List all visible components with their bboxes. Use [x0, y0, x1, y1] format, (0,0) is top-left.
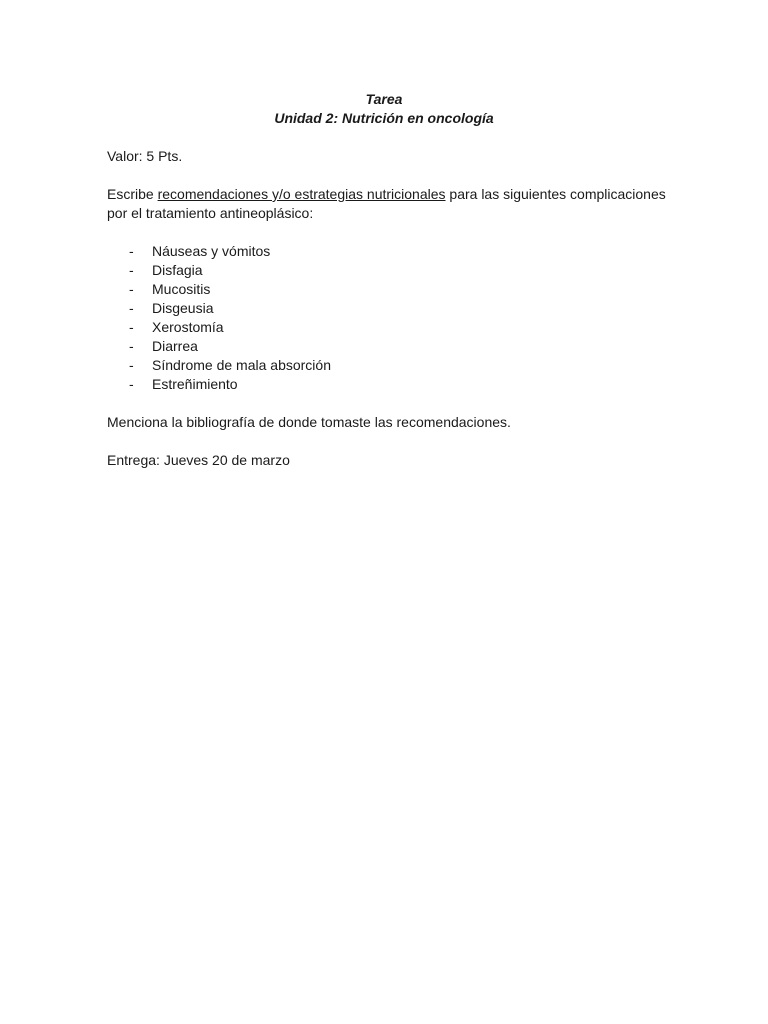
list-item-text: Disgeusia [152, 300, 214, 316]
spacer [107, 394, 667, 413]
list-item-text: Diarrea [152, 338, 198, 354]
dash-marker: - [129, 319, 134, 335]
complications-list [107, 242, 667, 394]
spacer [107, 432, 667, 451]
list-item-text: Síndrome de mala absorción [152, 357, 331, 373]
dash-marker: - [129, 376, 134, 392]
instruction-suffix: para las siguientes complicaciones por el tratamiento antineoplásico: [107, 186, 666, 221]
list-item-text: Náuseas y vómitos [152, 243, 271, 259]
list-item [107, 242, 667, 261]
spacer [107, 166, 667, 185]
dash-marker: - [129, 262, 134, 278]
list-item-text: Xerostomía [152, 319, 224, 335]
list-item [107, 261, 667, 280]
list-item-text: Estreñimiento [152, 376, 238, 392]
instruction-paragraph [107, 185, 667, 223]
dash-marker: - [129, 338, 134, 354]
list-item [107, 280, 667, 299]
list-item [107, 375, 667, 394]
value-line: Valor: 5 Pts. [107, 148, 183, 164]
spacer [107, 223, 667, 242]
dash-marker: - [129, 281, 134, 297]
dash-marker: - [129, 300, 134, 316]
dash-marker: - [129, 357, 134, 373]
list-item-text: Mucositis [152, 281, 211, 297]
bibliography-note: Menciona la bibliografía de donde tomaste las recomendaciones. [107, 414, 511, 430]
spacer [107, 128, 667, 147]
list-item [107, 337, 667, 356]
list-item [107, 299, 667, 318]
document-subtitle: Unidad 2: Nutrición en oncología [274, 110, 494, 126]
due-date: Entrega: Jueves 20 de marzo [107, 452, 290, 468]
document-title: Tarea [365, 91, 403, 107]
list-item [107, 318, 667, 337]
instruction-prefix: Escribe [107, 186, 158, 202]
instruction-underlined: recomendaciones y/o estrategias nutricionales [157, 186, 446, 202]
list-item [107, 356, 667, 375]
document-body [107, 90, 667, 470]
list-item-text: Disfagia [152, 262, 203, 278]
dash-marker: - [129, 243, 134, 259]
